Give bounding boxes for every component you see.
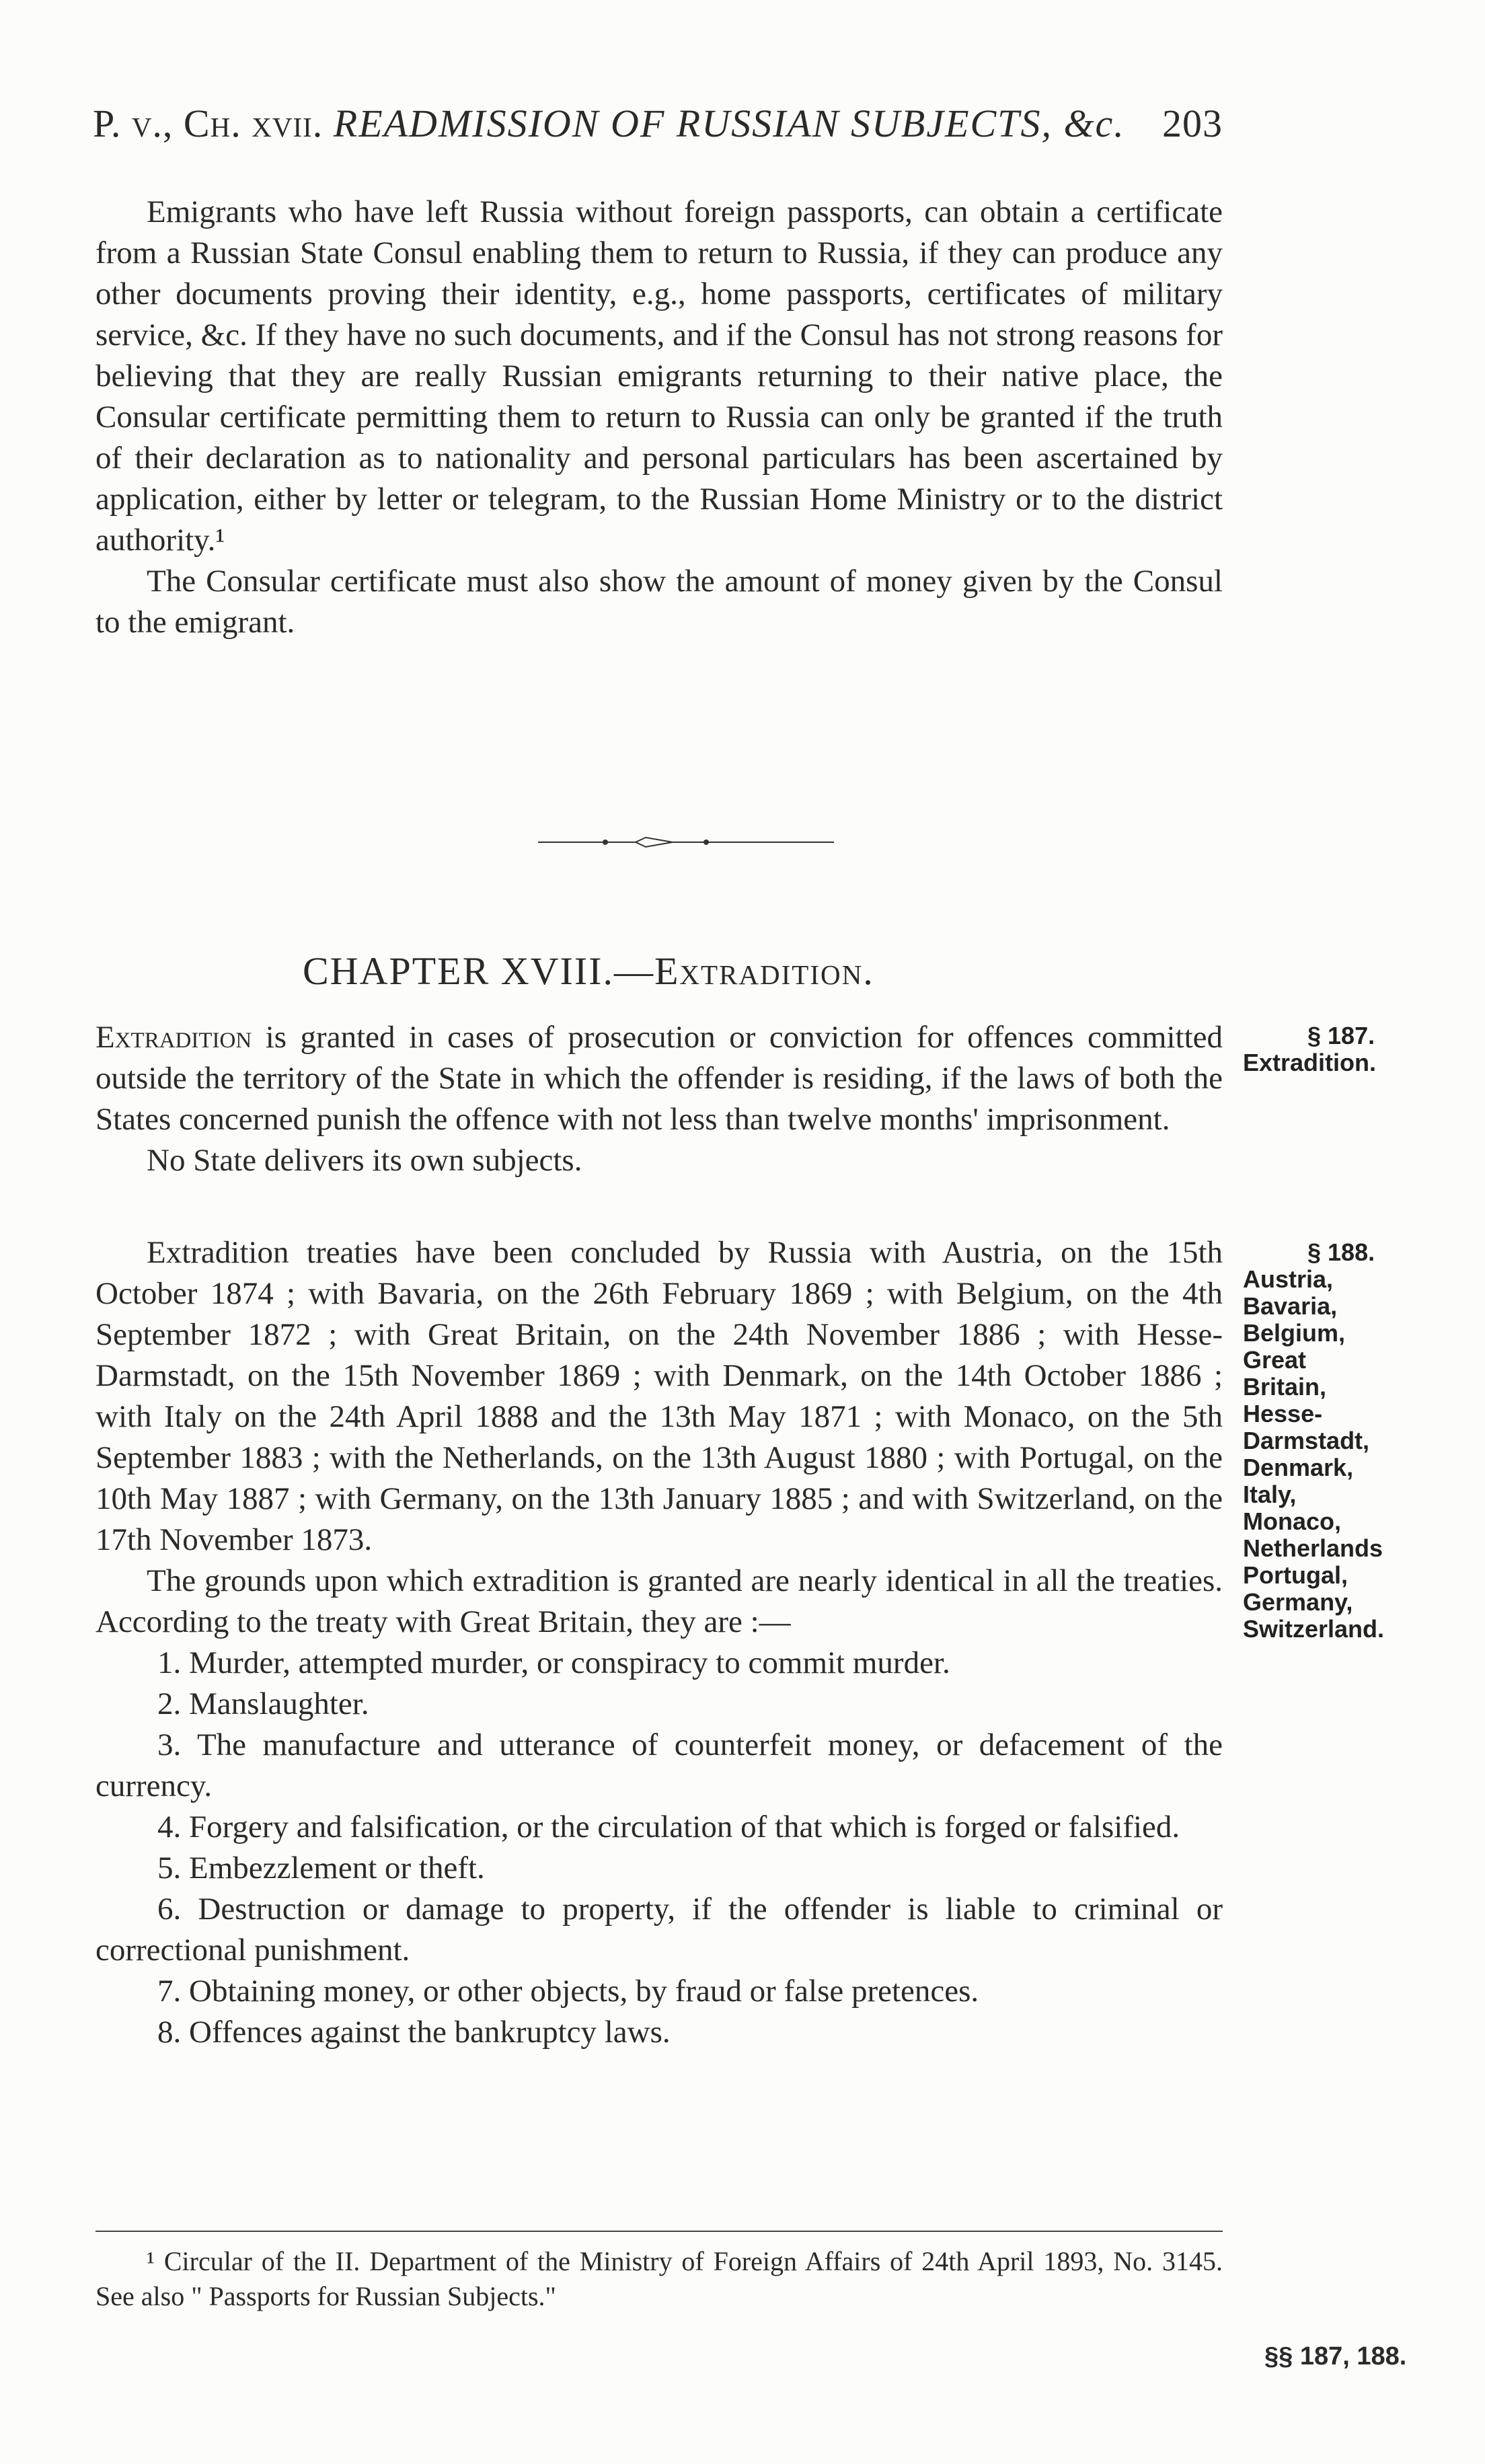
margin-country: Hesse- [1243,1400,1323,1427]
margin-section-number: § 188. [1307,1238,1375,1266]
margin-country: Germany, [1243,1588,1353,1616]
consular-certificate-paragraph: The Consular certificate must also show the amount of money given by the Consul to the emigrant. [96,564,1223,640]
list-item: 1. Murder, attempted murder, or conspiracy to commit murder. [157,1645,950,1680]
list-item: 2. Manslaughter. [157,1686,369,1721]
section-188 [96,1232,1223,2053]
treaties-paragraph: Extradition treaties have been concluded by Russia with Austria, on the 15th October 1874 ; with Bavaria, on the 26th February 1869 ; with Belgium, on the 4th September 1872 ; with Great Britain, on the 24th November 1886 ; with Hesse-Darmstadt, on the 15th November 1869 ; with Denmark, on the 14th October 1886 ; with Italy on the 24th April 1888 and the 13th May 1871 ; with Monaco, on the 5th September 1883 ; with the Netherlands, on the 13th August 1880 ; with Portugal, on the 10th May 1887 ; with Germany, on the 13th January 1885 ; and with Switzerland, on the 17th November 1873. [96,1235,1223,1557]
extradition-lead-word: Extradition [96,1020,252,1055]
own-subjects-paragraph: No State delivers its own subjects. [147,1143,582,1178]
running-head-part: P. v., Ch. xvii. [93,102,323,145]
margin-country: Italy, [1243,1481,1297,1508]
grounds-list [96,1643,1223,2053]
margin-section-title: Extradition. [1243,1049,1377,1076]
emigrants-section [96,192,1223,643]
margin-country: Belgium, [1243,1319,1346,1347]
chapter-title: Extradition. [654,949,874,993]
chapter-heading [303,948,1110,994]
list-item: 3. The manufacture and utterance of counterfeit money, or defacement of the currency. [96,1727,1223,1803]
footnote-text: ¹ Circular of the II. Department of the Ministry of Foreign Affairs of 24th April 1893, No. 3145. See also " Passports for Russian Subjects." [96,2246,1223,2311]
running-head [93,101,1223,146]
extradition-text: is granted in cases of prosecution or conviction for offences committed outside the territory of the State in which the offender is residing, if the laws of both the States concerned punish the offence with not less than twelve months' imprisonment. [96,1020,1223,1137]
margin-country: Bavaria, [1243,1292,1338,1320]
margin-country: Monaco, [1243,1507,1342,1535]
emigrants-paragraph: Emigrants who have left Russia without foreign passports, can obtain a certificate from a Russian State Consul enabling them to return to Russia, if they can produce any other documents proving their identity, e.g., home passports, certificates of military service, &c. If they have no such documents, and if the Consul has not strong reasons for believing that they are really Russian emigrants returning to their native place, the Consular certificate permitting them to return to Russia can only be granted if the truth of their declaration as to nationality and personal particulars has been ascertained by application, either by letter or telegram, to the Russian Home Ministry or to the district authority.¹ [96,194,1223,558]
page-number: 203 [1162,102,1223,145]
margin-country: Britain, [1243,1373,1327,1401]
grounds-paragraph: The grounds upon which extradition is granted are nearly identical in all the treaties. According to the treaty with Great Britain, they are :— [96,1563,1223,1639]
margin-country: Netherlands [1243,1534,1383,1562]
margin-country: Darmstadt, [1243,1427,1370,1454]
extradition-paragraph [96,1017,1223,1140]
section-187 [96,1017,1223,1181]
list-item: 7. Obtaining money, or other objects, by fraud or false pretences. [157,1974,979,2009]
margin-country: Switzerland. [1243,1615,1385,1643]
list-item: 4. Forgery and falsification, or the circulation of that which is forged or falsified. [157,1809,1180,1844]
footnote-divider [96,2231,1223,2232]
running-head-title: READMISSION OF RUSSIAN SUBJECTS, &c. [333,102,1125,145]
footnote [96,2244,1223,2314]
margin-country: Austria, [1243,1265,1334,1293]
section-divider-ornament [538,834,834,850]
footer-section-reference: §§ 187, 188. [1264,2342,1407,2370]
margin-country: Great [1243,1346,1307,1374]
list-item: 6. Destruction or damage to property, if the offender is liable to criminal or correctional punishment. [96,1892,1223,1968]
margin-note-187 [1243,1022,1418,1076]
margin-section-number: § 187. [1307,1022,1375,1049]
list-item: 5. Embezzlement or theft. [157,1851,485,1886]
chapter-number: CHAPTER XVIII.— [303,949,654,993]
margin-country: Denmark, [1243,1454,1354,1481]
margin-country: Portugal, [1243,1561,1348,1589]
list-item: 8. Offences against the bankruptcy laws. [157,2015,671,2050]
margin-note-188 [1243,1239,1418,1643]
